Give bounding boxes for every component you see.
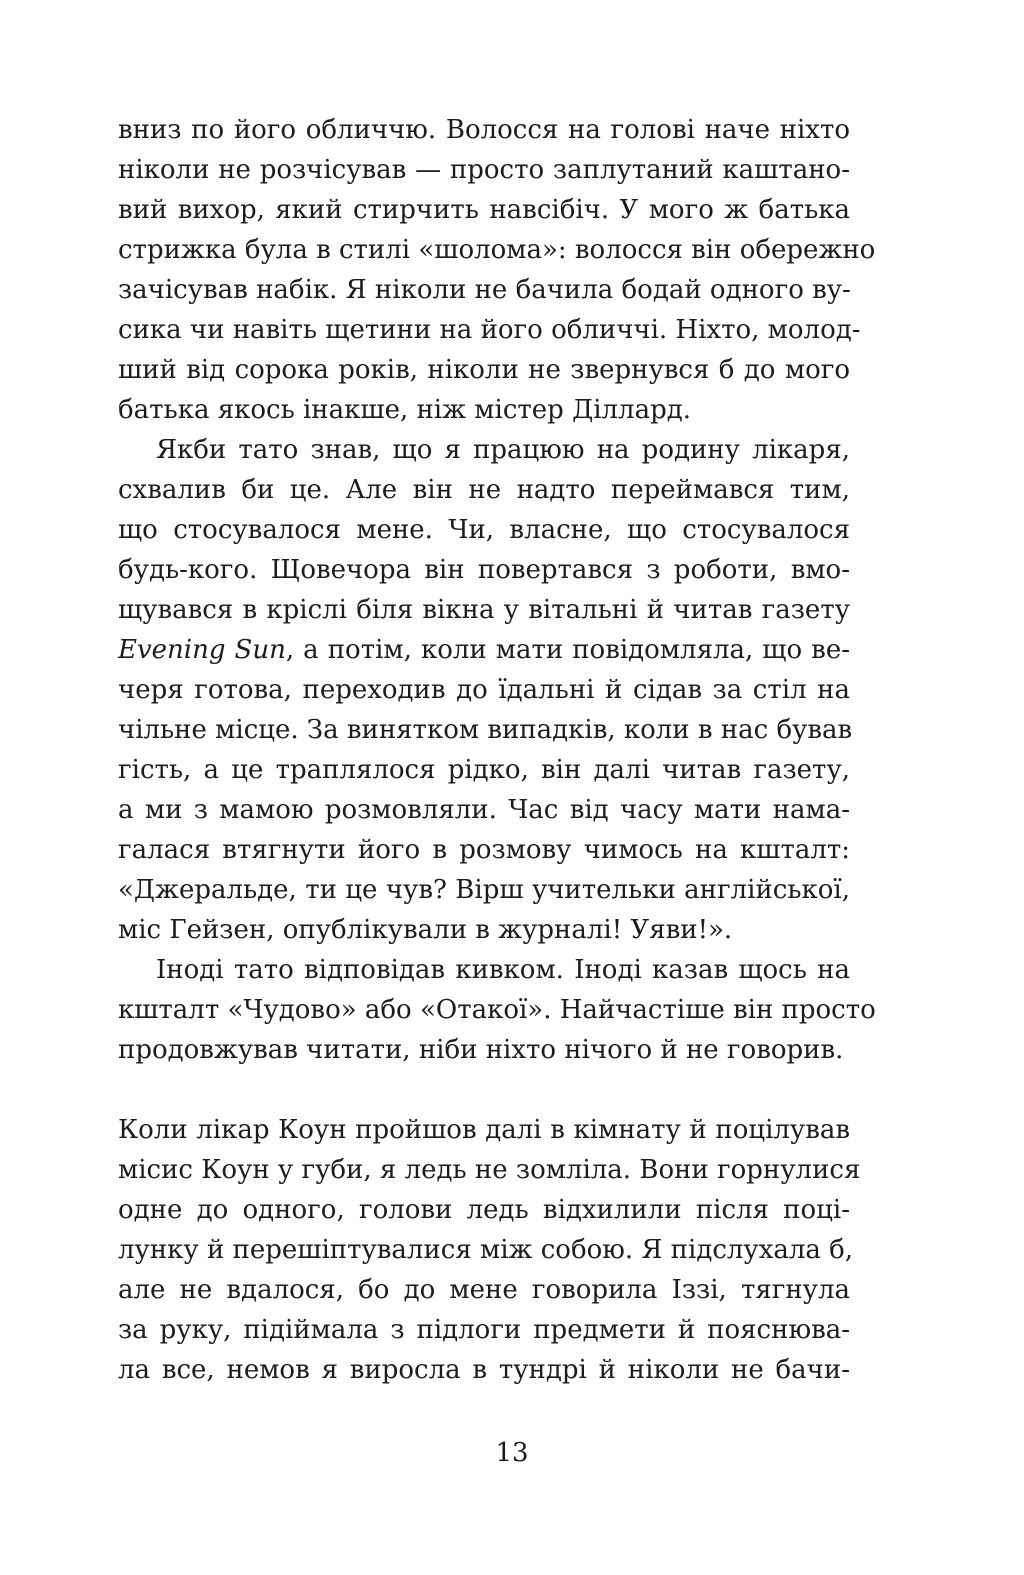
text-line: сика чи навіть щетини на його обличчі. Ніхто, молод- [118,315,861,345]
text-line: ший від сорока років, ніколи не звернувся б до мого [118,355,850,385]
text-line: місис Коун у губи, я ледь не зомліла. Вони горнулися [118,1155,861,1185]
text-line: Коли лікар Коун пройшов далі в кімнату й поцілував [118,1115,850,1145]
text-line: лунку й перешіптувалися між собою. Я підслухала б, [118,1235,854,1265]
text-line: галася втягнути його в розмову чимось на кшталт: [118,835,850,865]
text-line: ніколи не розчісував — просто заплутаний каштано- [118,155,850,185]
text-line: стрижка була в стилі «шолома»: волосся він обережно [118,235,876,265]
text-line: чільне місце. За винятком випадків, коли в нас бував [118,715,853,745]
text-line: Іноді тато відповідав кивком. Іноді казав щось на [156,955,850,985]
text-line: за руку, підіймала з підлоги предмети й пояснюва- [118,1315,850,1345]
text-line: зачісував набік. Я ніколи не бачила бодай одного ву- [118,275,851,305]
text-line: вниз по його обличчю. Волосся на голові наче ніхто [118,115,850,145]
page-number: 13 [495,1438,529,1468]
text-line: кшталт «Чудово» або «Отакої». Найчастіше він просто [118,995,876,1025]
text-line: одне до одного, голови ледь відхилили після поці- [118,1195,850,1225]
newspaper-title: Evening Sun [118,635,286,665]
text-line: схвалив би це. Але він не надто переймався тим, [118,475,850,505]
text-line: продовжував читати, ніби ніхто нічого й не говорив. [118,1035,844,1065]
text-line: але не вдалося, бо до мене говорила Іззі, тягнула [118,1275,850,1305]
text-line: міс Гейзен, опублікували в журналі! Уяви!». [118,915,733,945]
text-line: ла все, немов я виросла в тундрі й ніколи не бачи- [118,1355,850,1385]
text-line-rest: , а потім, коли мати повідомляла, що ве- [285,635,850,665]
text-line: батька якось інакше, ніж містер Діллард. [118,395,691,425]
text-line: вий вихор, який стирчить навсібіч. У мого ж батька [118,195,850,225]
text-line: «Джеральде, ти це чув? Вірш учительки англійської, [118,875,850,905]
text-line: щувався в кріслі біля вікна у вітальні й читав газету [118,595,850,625]
text-line: будь-кого. Щовечора він повертався з роботи, вмо- [118,555,850,585]
text-line: що стосувалося мене. Чи, власне, що стосувалося [118,515,850,545]
text-line: Якби тато знав, що я працюю на родину лікаря, [156,435,850,465]
text-line-with-italic [118,630,850,670]
text-line: гість, а це траплялося рідко, він далі читав газету, [118,755,850,785]
text-line: а ми з мамою розмовляли. Час від часу мати нама- [118,795,850,825]
text-line: черя готова, переходив до їдальні й сідав за стіл на [118,675,850,705]
